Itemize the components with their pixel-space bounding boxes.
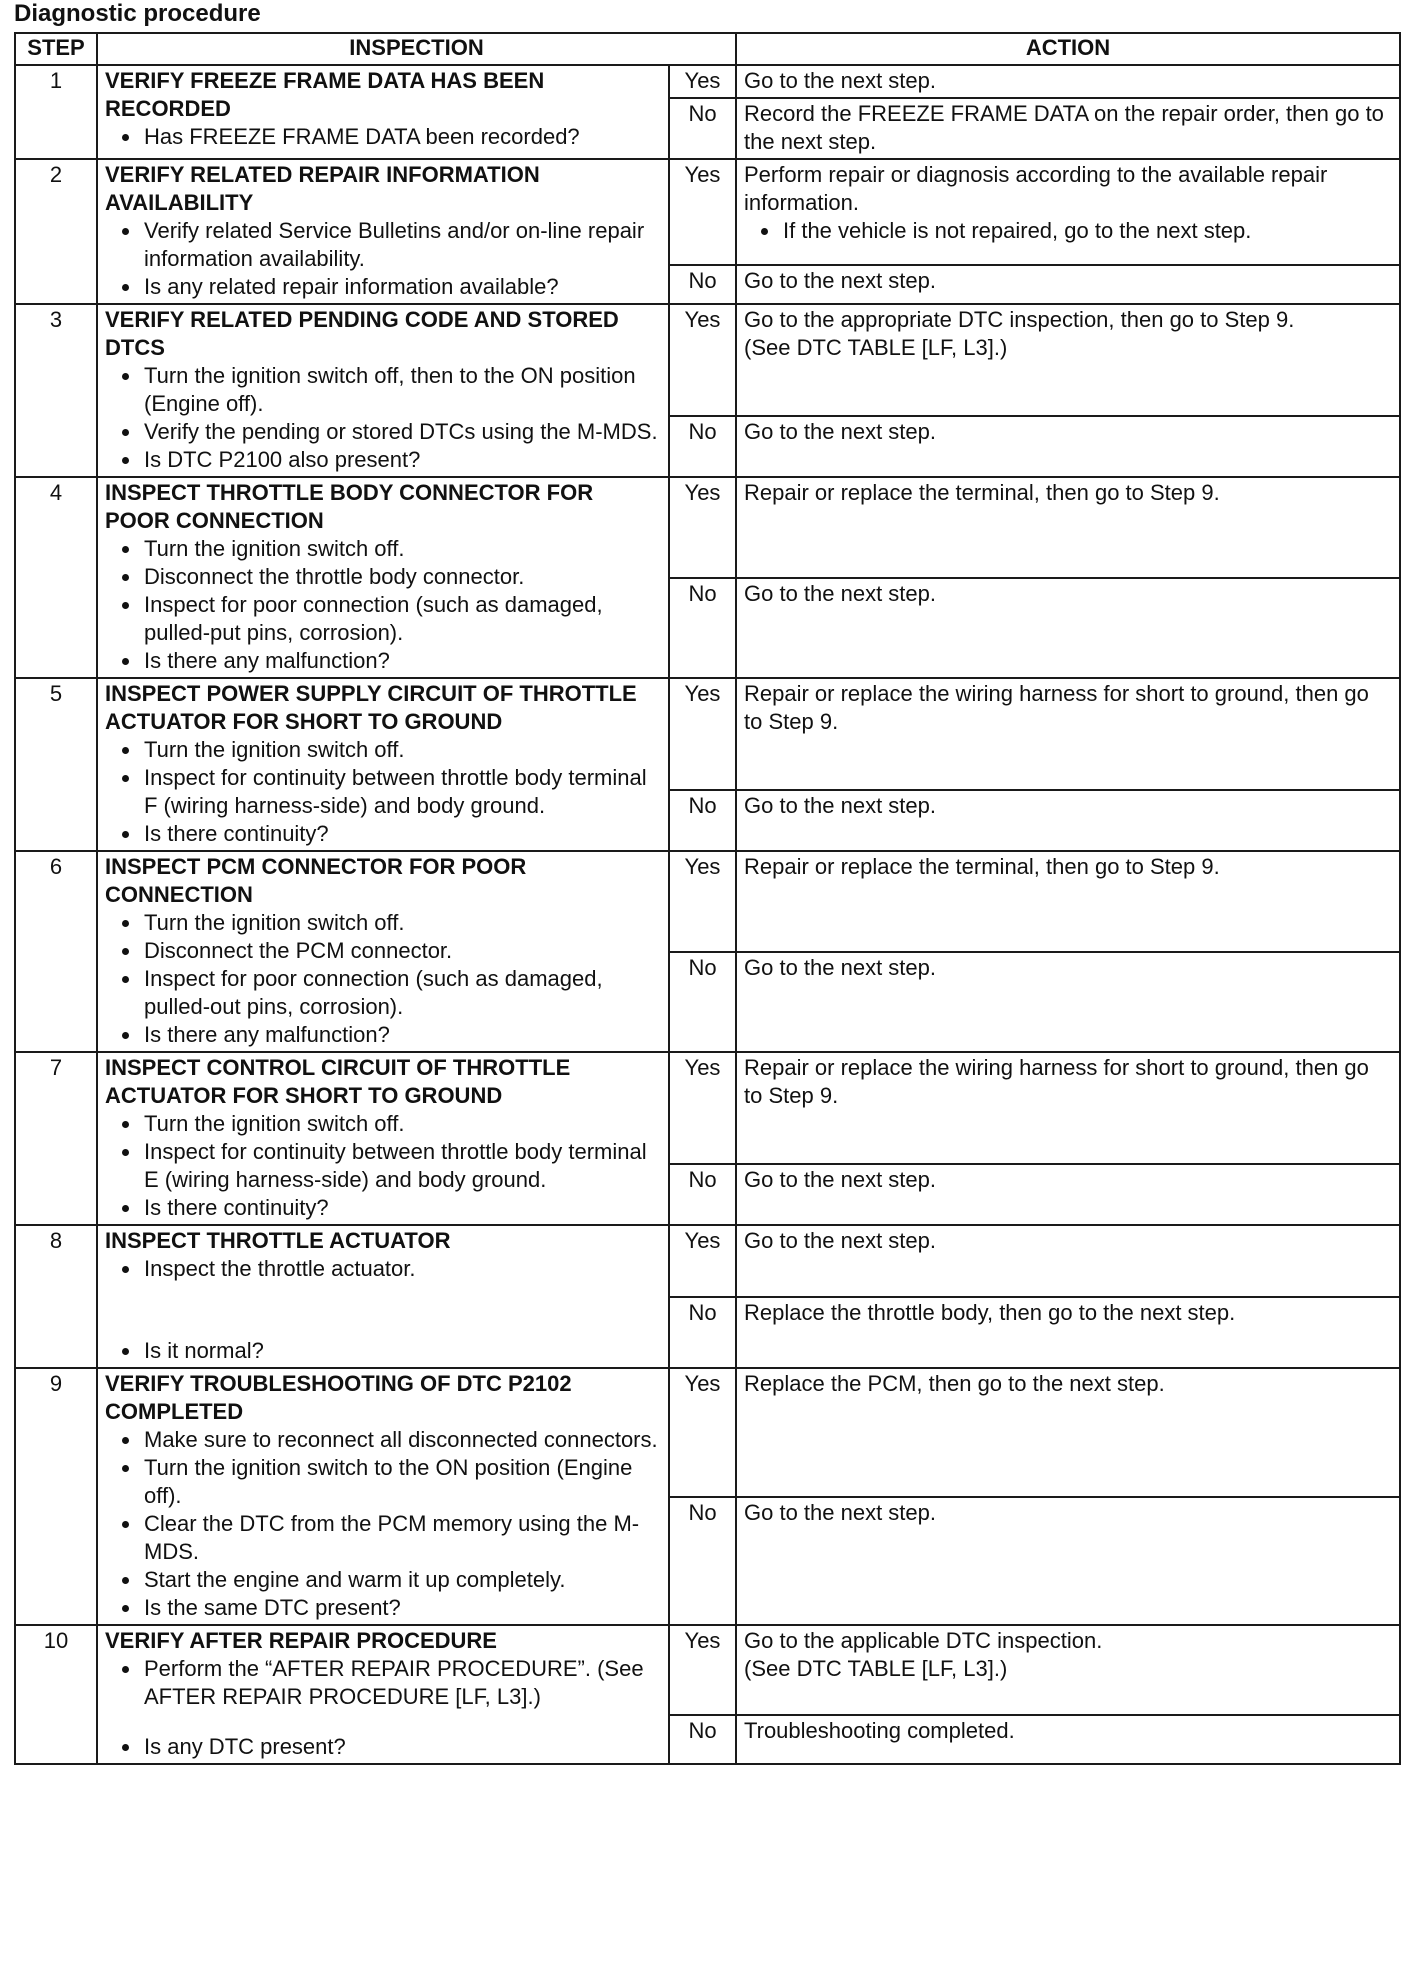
no-action: Go to the next step. [736, 790, 1400, 851]
table-row [15, 304, 1400, 416]
step-number: 9 [15, 1368, 97, 1625]
table-row [15, 159, 1400, 265]
yes-action: Go to the applicable DTC inspection. [744, 1628, 1103, 1653]
no-label: No [669, 1164, 736, 1225]
inspection-bullet: • Is there any malfunction? [142, 1021, 661, 1049]
inspection-heading: VERIFY FREEZE FRAME DATA HAS BEEN RECORDED [105, 68, 545, 121]
yes-label: Yes [669, 304, 736, 416]
inspection-bullet: • Turn the ignition switch off. [142, 909, 661, 937]
inspection-bullet: • Is DTC P2100 also present? [142, 446, 661, 474]
yes-label: Yes [669, 159, 736, 265]
no-label: No [669, 265, 736, 304]
step-number: 8 [15, 1225, 97, 1368]
no-action: Go to the next step. [736, 952, 1400, 1053]
inspection-bullet: • Is there continuity? [142, 820, 661, 848]
header-step: STEP [15, 33, 97, 65]
inspection-bullet: • Turn the ignition switch off. [142, 736, 661, 764]
inspection-cell [97, 1625, 669, 1764]
inspection-bullet: • Disconnect the throttle body connector. [142, 563, 661, 591]
table-row [15, 1368, 1400, 1497]
inspection-bullet: • Is there continuity? [142, 1194, 661, 1222]
yes-label: Yes [669, 1225, 736, 1297]
no-label: No [669, 578, 736, 679]
inspection-bullet: • Verify the pending or stored DTCs using the M-MDS. [142, 418, 661, 446]
no-label: No [669, 1497, 736, 1626]
table-row [15, 851, 1400, 952]
step-number: 6 [15, 851, 97, 1052]
yes-action: Perform repair or diagnosis according to the available repair information. [744, 162, 1328, 215]
header-action: ACTION [736, 33, 1400, 65]
diagnostic-table [14, 32, 1401, 1765]
inspection-bullet: • Verify related Service Bulletins and/or on-line repair information availability. [142, 217, 661, 273]
inspection-bullet: • Inspect for continuity between throttle body terminal F (wiring harness-side) and body ground. [142, 764, 661, 820]
inspection-cell [97, 1225, 669, 1368]
no-label: No [669, 790, 736, 851]
yes-action: Go to the next step. [736, 1225, 1400, 1297]
no-label: No [669, 952, 736, 1053]
inspection-cell [97, 159, 669, 304]
no-action: Go to the next step. [736, 578, 1400, 679]
yes-action: Repair or replace the wiring harness for short to ground, then go to Step 9. [736, 678, 1400, 790]
inspection-bullet: • Has FREEZE FRAME DATA been recorded? [142, 123, 661, 151]
inspection-cell [97, 477, 669, 678]
yes-action: Repair or replace the wiring harness for short to ground, then go to Step 9. [736, 1052, 1400, 1164]
inspection-bullet: • Disconnect the PCM connector. [142, 937, 661, 965]
yes-action: Repair or replace the terminal, then go to Step 9. [736, 851, 1400, 952]
step-number: 3 [15, 304, 97, 477]
inspection-bullet: • Is any DTC present? [142, 1733, 661, 1761]
inspection-bullet: • Is the same DTC present? [142, 1594, 661, 1622]
table-row [15, 477, 1400, 578]
inspection-bullet: • Perform the “AFTER REPAIR PROCEDURE”. (See AFTER REPAIR PROCEDURE [LF, L3].) [142, 1655, 661, 1711]
yes-label: Yes [669, 1368, 736, 1497]
yes-action-reference: (See DTC TABLE [LF, L3].) [744, 335, 1008, 360]
no-action: Go to the next step. [736, 1497, 1400, 1626]
header-row [15, 33, 1400, 65]
yes-label: Yes [669, 1625, 736, 1715]
no-action: Go to the next step. [736, 265, 1400, 304]
no-label: No [669, 1297, 736, 1369]
inspection-cell [97, 851, 669, 1052]
yes-label: Yes [669, 65, 736, 98]
table-row [15, 1052, 1400, 1164]
yes-action: Go to the next step. [736, 65, 1400, 98]
header-inspection: INSPECTION [97, 33, 736, 65]
no-label: No [669, 98, 736, 159]
table-row [15, 678, 1400, 790]
yes-action-reference: (See DTC TABLE [LF, L3].) [744, 1656, 1008, 1681]
yes-action: Replace the PCM, then go to the next step. [736, 1368, 1400, 1497]
yes-action: Repair or replace the terminal, then go to Step 9. [736, 477, 1400, 578]
inspection-heading: INSPECT POWER SUPPLY CIRCUIT OF THROTTLE ACTUATOR FOR SHORT TO GROUND [105, 681, 637, 734]
inspection-bullet: • Inspect the throttle actuator. [142, 1255, 661, 1283]
no-label: No [669, 416, 736, 477]
yes-label: Yes [669, 477, 736, 578]
no-action: Record the FREEZE FRAME DATA on the repair order, then go to the next step. [736, 98, 1400, 159]
inspection-cell [97, 1368, 669, 1625]
step-number: 1 [15, 65, 97, 159]
inspection-heading: VERIFY RELATED PENDING CODE AND STORED DTCS [105, 307, 619, 360]
no-action: Go to the next step. [736, 1164, 1400, 1225]
step-number: 7 [15, 1052, 97, 1225]
inspection-bullet: • Start the engine and warm it up completely. [142, 1566, 661, 1594]
no-label: No [669, 1715, 736, 1764]
inspection-heading: VERIFY TROUBLESHOOTING OF DTC P2102 COMPLETED [105, 1371, 572, 1424]
table-row [15, 65, 1400, 98]
step-number: 10 [15, 1625, 97, 1764]
inspection-bullet: • Is any related repair information available? [142, 273, 661, 301]
inspection-bullet: • Turn the ignition switch to the ON position (Engine off). [142, 1454, 661, 1510]
inspection-bullet: • Is it normal? [142, 1337, 661, 1365]
inspection-cell [97, 678, 669, 851]
step-number: 2 [15, 159, 97, 304]
spacer [105, 1711, 661, 1733]
yes-label: Yes [669, 1052, 736, 1164]
inspection-bullet: • Turn the ignition switch off. [142, 1110, 661, 1138]
yes-action: Go to the appropriate DTC inspection, then go to Step 9. [744, 307, 1295, 332]
yes-label: Yes [669, 678, 736, 790]
inspection-bullet: • Turn the ignition switch off, then to the ON position (Engine off). [142, 362, 661, 418]
table-row [15, 1225, 1400, 1297]
no-action: Troubleshooting completed. [736, 1715, 1400, 1764]
action-bullet: • If the vehicle is not repaired, go to the next step. [781, 217, 1392, 245]
inspection-bullet: • Inspect for poor connection (such as damaged, pulled-put pins, corrosion). [142, 591, 661, 647]
no-action: Replace the throttle body, then go to the next step. [736, 1297, 1400, 1369]
inspection-heading: VERIFY RELATED REPAIR INFORMATION AVAILABILITY [105, 162, 540, 215]
table-row [15, 1625, 1400, 1715]
inspection-bullet: • Clear the DTC from the PCM memory using the M-MDS. [142, 1510, 661, 1566]
inspection-heading: INSPECT CONTROL CIRCUIT OF THROTTLE ACTUATOR FOR SHORT TO GROUND [105, 1055, 571, 1108]
inspection-bullet: • Inspect for poor connection (such as damaged, pulled-out pins, corrosion). [142, 965, 661, 1021]
page-title: Diagnostic procedure [14, 0, 261, 27]
inspection-cell [97, 1052, 669, 1225]
inspection-bullet: • Inspect for continuity between throttle body terminal E (wiring harness-side) and body ground. [142, 1138, 661, 1194]
yes-label: Yes [669, 851, 736, 952]
step-number: 5 [15, 678, 97, 851]
yes-action-cell [736, 159, 1400, 265]
inspection-heading: INSPECT THROTTLE BODY CONNECTOR FOR POOR CONNECTION [105, 480, 594, 533]
inspection-heading: VERIFY AFTER REPAIR PROCEDURE [105, 1628, 497, 1653]
inspection-cell [97, 65, 669, 159]
step-number: 4 [15, 477, 97, 678]
inspection-bullet: • Make sure to reconnect all disconnected connectors. [142, 1426, 661, 1454]
spacer [105, 1283, 661, 1337]
yes-action-cell [736, 1625, 1400, 1715]
inspection-bullet: • Is there any malfunction? [142, 647, 661, 675]
inspection-cell [97, 304, 669, 477]
inspection-bullet: • Turn the ignition switch off. [142, 535, 661, 563]
no-action: Go to the next step. [736, 416, 1400, 477]
inspection-heading: INSPECT THROTTLE ACTUATOR [105, 1228, 451, 1253]
yes-action-cell [736, 304, 1400, 416]
inspection-heading: INSPECT PCM CONNECTOR FOR POOR CONNECTION [105, 854, 527, 907]
